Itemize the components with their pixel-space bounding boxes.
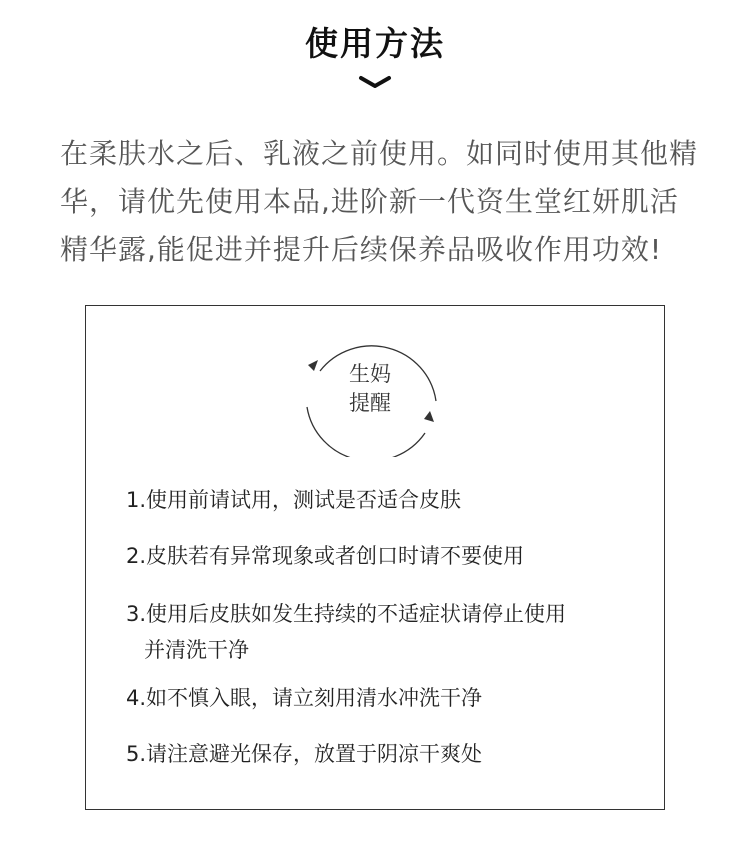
tip-item-4 [126,680,482,716]
tip-text: 3.使用后皮肤如发生持续的不适症状请停止使用 [126,602,567,626]
tip-item-2 [126,538,524,574]
tip-item-1 [126,482,461,518]
tip-text: 1.使用前请试用，测试是否适合皮肤 [126,488,462,512]
page-title: 使用方法 [305,24,445,63]
tip-item-5 [126,736,482,772]
reminder-badge-label [300,360,440,418]
intro-line: 华，请优先使用本品,进阶新一代资生堂红妍肌活 [60,185,679,218]
tip-text-continued: 并清洗干净 [144,638,249,662]
intro-line: 在柔肤水之后、乳液之前使用。如同时使用其他精 [60,137,699,170]
intro-line: 精华露,能促进并提升后续保养品吸收作用功效! [60,233,663,266]
tip-text: 2.皮肤若有异常现象或者创口时请不要使用 [126,544,525,568]
badge-line-1: 生妈 [349,362,391,386]
usage-intro-paragraph [60,130,700,274]
tip-text: 4.如不慎入眼，请立刻用清水冲洗干净 [126,686,483,710]
chevron-down-icon [358,74,392,90]
tip-text: 5.请注意避光保存，放置于阴凉干爽处 [126,742,483,766]
badge-line-2: 提醒 [349,391,391,415]
tip-item-3 [126,596,566,668]
